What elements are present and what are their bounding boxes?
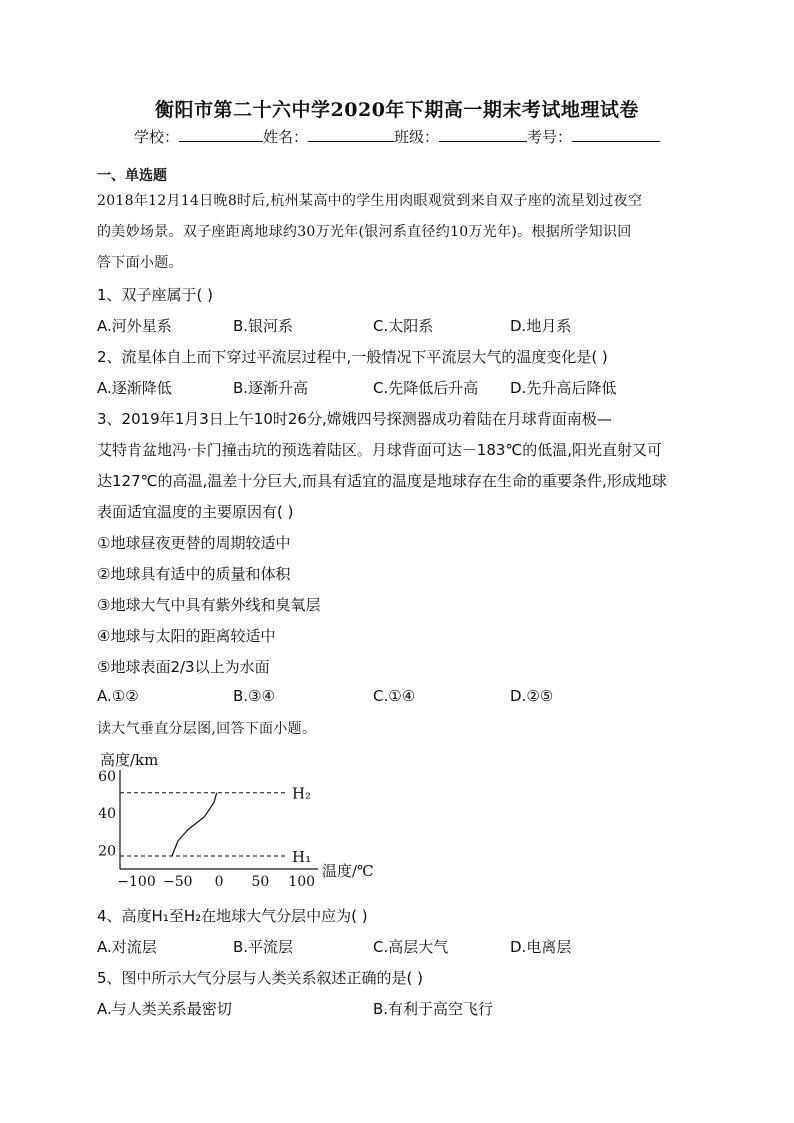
passage-2: 读大气垂直分层图,回答下面小题。 xyxy=(97,721,317,737)
q3-option-b[interactable]: B.③④ xyxy=(233,687,275,705)
y-tick-label: 40 xyxy=(98,806,116,823)
q1-option-a[interactable]: A.河外星系 xyxy=(97,317,172,335)
x-tick-label: −100 xyxy=(117,874,156,890)
school-field[interactable] xyxy=(179,127,263,142)
q1-option-d[interactable]: D.地月系 xyxy=(510,317,572,335)
reference-line-label: H₂ xyxy=(292,784,312,803)
chart-ticks xyxy=(98,769,315,890)
q2-option-a[interactable]: A.逐渐降低 xyxy=(97,379,172,397)
question-3-line: 达127℃的高温,温差十分巨大,而具有适宜的温度是地球存在生命的重要条件,形成地球 xyxy=(97,472,667,490)
q5-option-a[interactable]: A.与人类关系最密切 xyxy=(97,1000,232,1018)
q2-option-c[interactable]: C.先降低后升高 xyxy=(373,379,479,397)
question-3-line: 3、2019年1月3日上午10时26分,嫦娥四号探测器成功着陆在月球背面南极— xyxy=(97,410,612,428)
question-3-line: 表面适宜温度的主要原因有( ) xyxy=(97,503,294,521)
q4-option-a[interactable]: A.对流层 xyxy=(97,938,157,956)
q4-option-d[interactable]: D.电离层 xyxy=(510,938,572,956)
y-tick-label: 20 xyxy=(98,843,116,860)
y-tick-label: 60 xyxy=(98,769,116,785)
name-field[interactable] xyxy=(308,127,394,142)
q1-option-c[interactable]: C.太阳系 xyxy=(373,317,434,335)
q4-option-c[interactable]: C.高层大气 xyxy=(373,938,449,956)
q3-option-c[interactable]: C.①④ xyxy=(373,687,416,705)
series-line xyxy=(172,793,217,856)
question-4-stem: 4、高度H₁至H₂在地球大气分层中应为( ) xyxy=(97,907,368,925)
atmosphere-layer-chart xyxy=(90,748,390,893)
q4-option-b[interactable]: B.平流层 xyxy=(233,938,294,956)
q1-option-b[interactable]: B.银河系 xyxy=(233,317,294,335)
statement-1: ①地球昼夜更替的周期较适中 xyxy=(97,534,291,552)
student-info-row xyxy=(0,126,794,147)
reference-line-label: H₁ xyxy=(292,847,312,866)
q3-option-a[interactable]: A.①② xyxy=(97,687,139,705)
class-field[interactable] xyxy=(439,127,527,142)
statement-2: ②地球具有适中的质量和体积 xyxy=(97,565,291,583)
x-axis-label: 温度/℃ xyxy=(322,862,374,880)
q2-option-d[interactable]: D.先升高后降低 xyxy=(510,379,617,397)
page-title: 衡阳市第二十六中学2020年下期高一期末考试地理试卷 xyxy=(155,99,639,121)
x-tick-label: −50 xyxy=(163,874,193,890)
y-axis-label: 高度/km xyxy=(100,751,159,769)
exam-number-label: 考号： xyxy=(527,128,573,146)
x-tick-label: 100 xyxy=(288,874,316,890)
q2-option-b[interactable]: B.逐渐升高 xyxy=(233,379,309,397)
temperature-curve xyxy=(172,793,217,856)
exam-number-field[interactable] xyxy=(572,127,660,142)
q3-option-d[interactable]: D.②⑤ xyxy=(510,687,554,705)
q5-option-b[interactable]: B.有利于高空飞行 xyxy=(373,1000,494,1018)
passage-line: 的美妙场景。双子座距离地球约30万光年(银河系直径约10万光年)。根据所学知识回 xyxy=(97,224,632,240)
statement-4: ④地球与太阳的距离较适中 xyxy=(97,627,276,645)
statement-5: ⑤地球表面2/3以上为水面 xyxy=(97,658,270,676)
x-tick-label: 0 xyxy=(214,874,224,890)
question-5-stem: 5、图中所示大气分层与人类关系叙述正确的是( ) xyxy=(97,969,424,987)
chart-axes xyxy=(120,770,318,869)
school-label: 学校： xyxy=(133,128,179,146)
section-heading: 一、单选题 xyxy=(97,168,167,184)
statement-3: ③地球大气中具有紫外线和臭氧层 xyxy=(97,596,321,614)
question-3-line: 艾特肯盆地冯·卡门撞击坑的预选着陆区。月球背面可达－183℃的低温,阳光直射又可 xyxy=(97,441,663,459)
class-label: 班级： xyxy=(394,128,440,146)
x-tick-label: 50 xyxy=(251,874,270,890)
name-label: 姓名： xyxy=(262,128,308,146)
question-1-stem: 1、双子座属于( ) xyxy=(97,286,214,304)
passage-line: 答下面小题。 xyxy=(97,255,183,271)
question-2-stem: 2、流星体自上而下穿过平流层过程中,一般情况下平流层大气的温度变化是( ) xyxy=(97,348,608,366)
passage-line: 2018年12月14日晚8时后,杭州某高中的学生用肉眼观赏到来自双子座的流星划过夜空 xyxy=(97,193,643,209)
